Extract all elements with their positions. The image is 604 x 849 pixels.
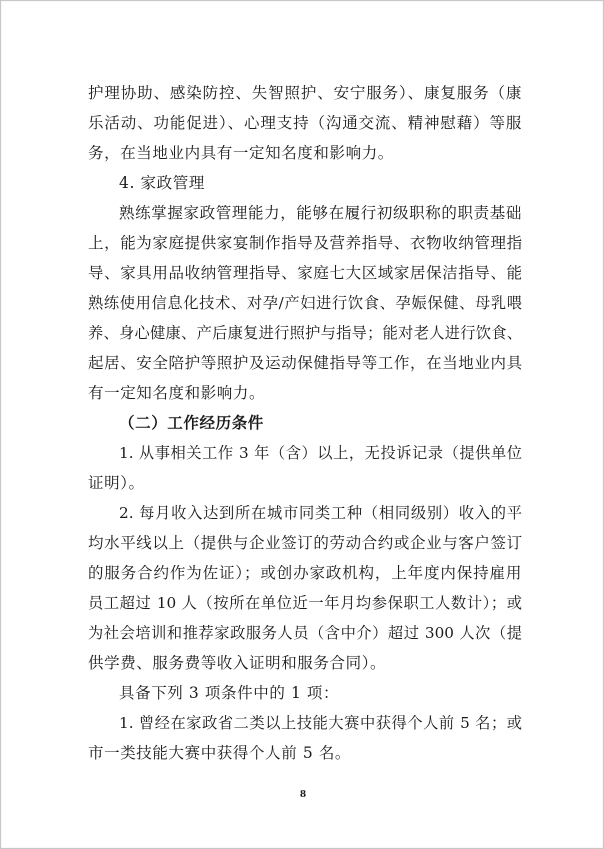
text-line: 上，能为家庭提供家宴制作指导及营养指导、衣物收纳管理指 — [88, 234, 523, 252]
text-line: 的服务合约作为佐证）；或创办家政机构，上年度内保持雇用 — [88, 564, 522, 582]
text-line: 乐活动、功能促进）、心理支持（沟通交流、精神慰藉）等服 — [88, 114, 522, 132]
text-line: 证明）。 — [88, 474, 145, 492]
section-heading: （二）工作经历条件 — [119, 413, 264, 432]
text-line: 导、家具用品收纳管理指导、家庭七大区域家居保洁指导、能 — [88, 264, 523, 282]
text-line: 1. 从事相关工作 3 年（含）以上，无投诉记录（提供单位 — [119, 444, 522, 462]
text-line: 具备下列 3 项条件中的 1 项： — [119, 684, 340, 702]
text-line: 起居、安全陪护等照护及运动保健指导等工作，在当地业内具 — [88, 354, 523, 372]
text-line: 护理协助、感染防控、失智照护、安宁服务）、康复服务（康 — [88, 84, 522, 102]
document-body — [88, 81, 522, 771]
page-number: 8 — [299, 790, 307, 800]
text-line: 员工超过 10 人（按所在单位近一年月均参保职工人数计）；或 — [88, 594, 522, 612]
text-line: 供学费、服务费等收入证明和服务合同）。 — [88, 654, 387, 672]
text-line: 务，在当地业内具有一定知名度和影响力。 — [88, 144, 394, 162]
text-line: 有一定知名度和影响力。 — [88, 384, 266, 402]
text-line: 2. 每月收入达到所在城市同类工种（相同级别）收入的平 — [119, 504, 522, 522]
text-line: 1. 曾经在家政省二类以上技能大赛中获得个人前 5 名；或 — [119, 714, 522, 732]
text-line: 熟练使用信息化技术、对孕/产妇进行饮食、孕娠保健、母乳喂 — [88, 294, 522, 312]
text-line: 养、身心健康、产后康复进行照护与指导；能对老人进行饮食、 — [88, 324, 522, 342]
text-line: 市一类技能大赛中获得个人前 5 名。 — [88, 744, 352, 762]
text-line: 熟练掌握家政管理能力，能够在履行初级职称的职责基础 — [119, 204, 522, 222]
text-line: 为社会培训和推荐家政服务人员（含中介）超过 300 人次（提 — [88, 624, 522, 642]
section-subheading: 4. 家政管理 — [119, 174, 205, 192]
text-line: 均水平线以上（提供与企业签订的劳动合约或企业与客户签订 — [88, 534, 523, 552]
